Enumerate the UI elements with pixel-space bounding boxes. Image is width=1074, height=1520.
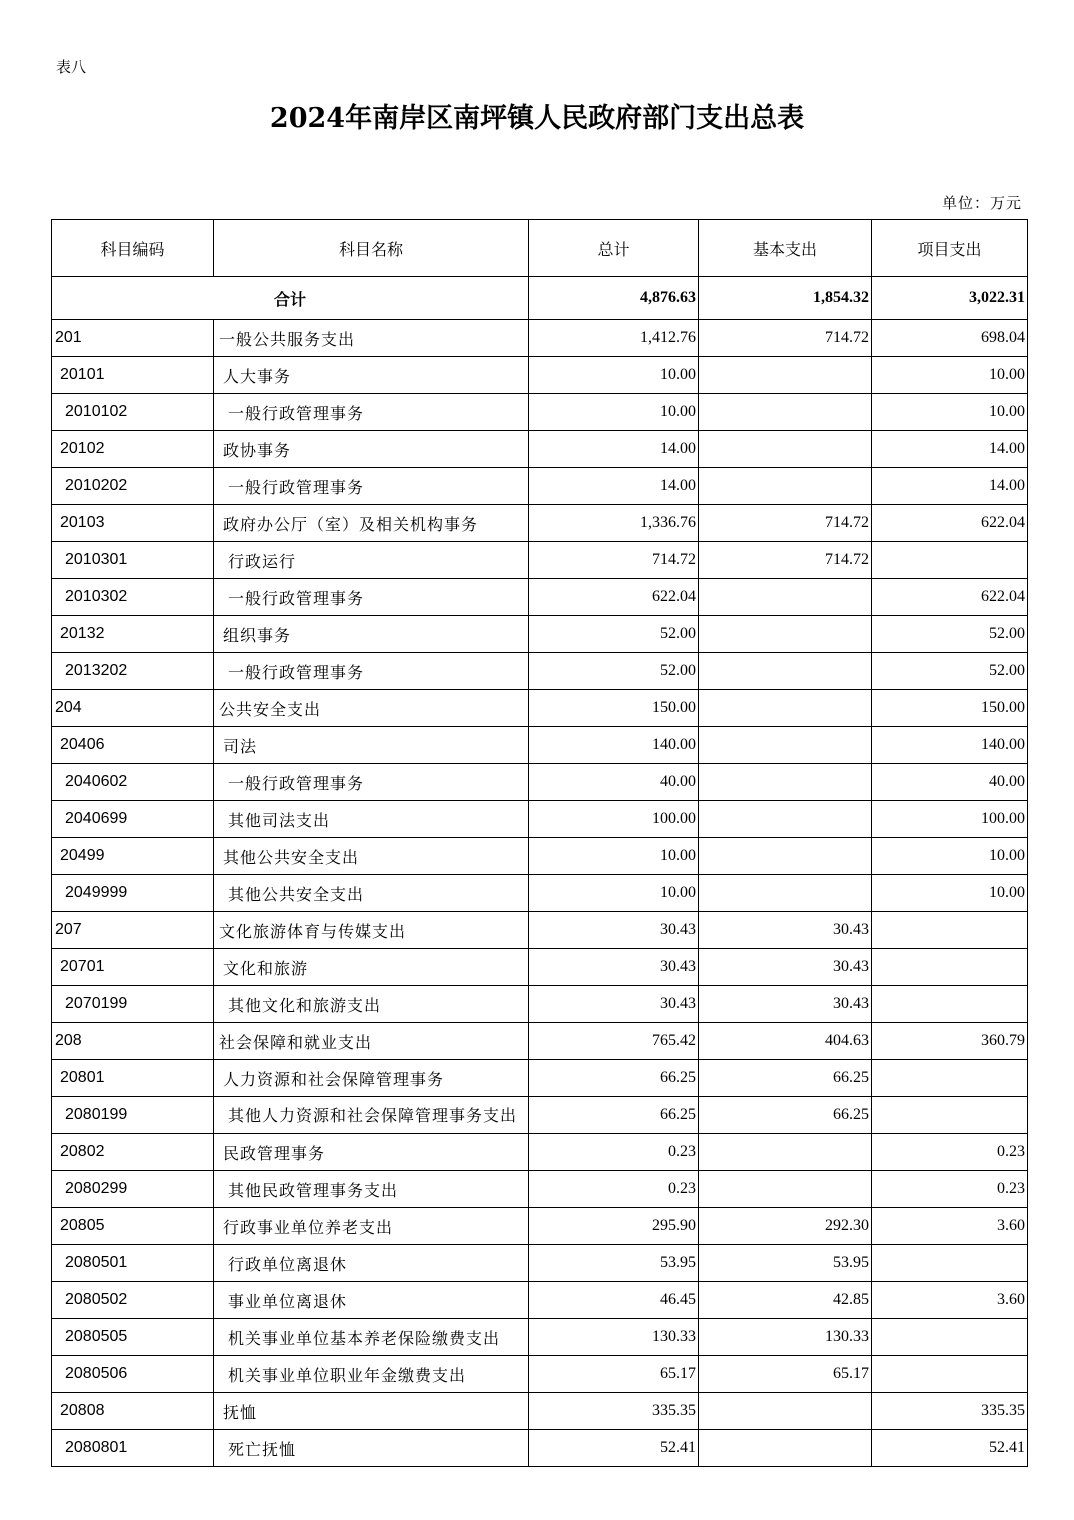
cell-total: 1,336.76 <box>529 505 699 542</box>
cell-basic <box>699 690 872 727</box>
cell-project: 10.00 <box>872 875 1028 912</box>
cell-basic <box>699 727 872 764</box>
cell-project: 622.04 <box>872 579 1028 616</box>
unit-label: 单位：万元 <box>941 194 1022 212</box>
cell-code: 2010302 <box>52 579 214 616</box>
cell-name: 社会保障和就业支出 <box>214 1023 529 1060</box>
cell-name: 文化和旅游 <box>214 949 529 986</box>
cell-basic <box>699 875 872 912</box>
cell-project: 14.00 <box>872 431 1028 468</box>
cell-project: 40.00 <box>872 764 1028 801</box>
table-row <box>52 912 1028 949</box>
cell-code: 20132 <box>52 616 214 653</box>
cell-total: 10.00 <box>529 357 699 394</box>
cell-code: 20102 <box>52 431 214 468</box>
header-basic: 基本支出 <box>699 220 872 277</box>
cell-basic: 30.43 <box>699 912 872 949</box>
cell-name: 其他公共安全支出 <box>214 838 529 875</box>
cell-total: 14.00 <box>529 468 699 505</box>
cell-basic <box>699 1171 872 1208</box>
cell-total: 622.04 <box>529 579 699 616</box>
cell-project <box>872 1060 1028 1097</box>
table-row <box>52 1393 1028 1430</box>
cell-total: 14.00 <box>529 431 699 468</box>
cell-code: 2010301 <box>52 542 214 579</box>
cell-name: 人力资源和社会保障管理事务 <box>214 1060 529 1097</box>
cell-basic: 66.25 <box>699 1060 872 1097</box>
cell-total: 10.00 <box>529 838 699 875</box>
cell-code: 2080506 <box>52 1356 214 1393</box>
cell-name: 行政运行 <box>214 542 529 579</box>
table-row <box>52 542 1028 579</box>
cell-code: 208 <box>52 1023 214 1060</box>
table-row <box>52 690 1028 727</box>
cell-basic <box>699 801 872 838</box>
cell-total: 10.00 <box>529 875 699 912</box>
cell-project: 335.35 <box>872 1393 1028 1430</box>
table-row <box>52 616 1028 653</box>
cell-code: 20406 <box>52 727 214 764</box>
cell-code: 20808 <box>52 1393 214 1430</box>
cell-name: 公共安全支出 <box>214 690 529 727</box>
page-title: 2024年南岸区南坪镇人民政府部门支出总表 <box>269 103 805 134</box>
cell-total: 765.42 <box>529 1023 699 1060</box>
cell-project <box>872 949 1028 986</box>
cell-code: 207 <box>52 912 214 949</box>
header-code: 科目编码 <box>52 220 214 277</box>
cell-code: 20805 <box>52 1208 214 1245</box>
cell-name: 机关事业单位基本养老保险缴费支出 <box>214 1319 529 1356</box>
cell-name: 其他人力资源和社会保障管理事务支出 <box>214 1097 529 1134</box>
cell-basic <box>699 579 872 616</box>
cell-code: 2080299 <box>52 1171 214 1208</box>
total-basic: 1,854.32 <box>699 277 872 320</box>
cell-total: 100.00 <box>529 801 699 838</box>
header-row <box>52 220 1028 277</box>
table-row <box>52 875 1028 912</box>
table-row <box>52 468 1028 505</box>
cell-basic: 30.43 <box>699 949 872 986</box>
cell-name: 事业单位离退休 <box>214 1282 529 1319</box>
cell-name: 行政单位离退休 <box>214 1245 529 1282</box>
cell-total: 30.43 <box>529 986 699 1023</box>
cell-name: 其他司法支出 <box>214 801 529 838</box>
cell-basic <box>699 1393 872 1430</box>
cell-code: 20701 <box>52 949 214 986</box>
table-row <box>52 394 1028 431</box>
cell-project: 52.00 <box>872 616 1028 653</box>
cell-name: 机关事业单位职业年金缴费支出 <box>214 1356 529 1393</box>
header-name: 科目名称 <box>214 220 529 277</box>
cell-code: 204 <box>52 690 214 727</box>
cell-name: 一般行政管理事务 <box>214 394 529 431</box>
cell-project: 140.00 <box>872 727 1028 764</box>
cell-basic: 65.17 <box>699 1356 872 1393</box>
cell-total: 130.33 <box>529 1319 699 1356</box>
cell-total: 295.90 <box>529 1208 699 1245</box>
cell-code: 201 <box>52 320 214 357</box>
cell-project: 0.23 <box>872 1171 1028 1208</box>
cell-project: 10.00 <box>872 394 1028 431</box>
cell-name: 政协事务 <box>214 431 529 468</box>
cell-code: 20499 <box>52 838 214 875</box>
cell-total: 30.43 <box>529 912 699 949</box>
cell-project: 52.00 <box>872 653 1028 690</box>
cell-code: 2040699 <box>52 801 214 838</box>
expenditure-table <box>51 219 1028 1467</box>
cell-name: 民政管理事务 <box>214 1134 529 1171</box>
cell-basic <box>699 431 872 468</box>
cell-name: 死亡抚恤 <box>214 1430 529 1467</box>
cell-project <box>872 1097 1028 1134</box>
cell-project: 360.79 <box>872 1023 1028 1060</box>
cell-total: 335.35 <box>529 1393 699 1430</box>
cell-total: 10.00 <box>529 394 699 431</box>
cell-code: 2010102 <box>52 394 214 431</box>
cell-name: 一般行政管理事务 <box>214 653 529 690</box>
cell-basic: 30.43 <box>699 986 872 1023</box>
cell-basic <box>699 1134 872 1171</box>
cell-name: 一般行政管理事务 <box>214 764 529 801</box>
cell-code: 20802 <box>52 1134 214 1171</box>
cell-name: 人大事务 <box>214 357 529 394</box>
cell-name: 一般行政管理事务 <box>214 468 529 505</box>
table-row <box>52 1245 1028 1282</box>
cell-project: 100.00 <box>872 801 1028 838</box>
table-row <box>52 505 1028 542</box>
cell-basic: 130.33 <box>699 1319 872 1356</box>
table-row <box>52 1208 1028 1245</box>
cell-total: 714.72 <box>529 542 699 579</box>
table-row <box>52 653 1028 690</box>
cell-code: 2010202 <box>52 468 214 505</box>
table-row <box>52 1023 1028 1060</box>
cell-basic: 53.95 <box>699 1245 872 1282</box>
header-project: 项目支出 <box>872 220 1028 277</box>
cell-total: 0.23 <box>529 1134 699 1171</box>
cell-code: 20101 <box>52 357 214 394</box>
table-row <box>52 357 1028 394</box>
cell-project <box>872 1245 1028 1282</box>
cell-total: 53.95 <box>529 1245 699 1282</box>
cell-code: 2080505 <box>52 1319 214 1356</box>
table-row <box>52 801 1028 838</box>
table-row <box>52 1097 1028 1134</box>
cell-name: 一般公共服务支出 <box>214 320 529 357</box>
cell-total: 1,412.76 <box>529 320 699 357</box>
cell-project: 10.00 <box>872 357 1028 394</box>
cell-total: 52.41 <box>529 1430 699 1467</box>
cell-basic: 66.25 <box>699 1097 872 1134</box>
cell-project: 10.00 <box>872 838 1028 875</box>
cell-name: 行政事业单位养老支出 <box>214 1208 529 1245</box>
header-total: 总计 <box>529 220 699 277</box>
total-sum: 4,876.63 <box>529 277 699 320</box>
cell-name: 其他文化和旅游支出 <box>214 986 529 1023</box>
cell-name: 政府办公厅（室）及相关机构事务 <box>214 505 529 542</box>
cell-project: 0.23 <box>872 1134 1028 1171</box>
table-row <box>52 764 1028 801</box>
cell-total: 150.00 <box>529 690 699 727</box>
table-row <box>52 1134 1028 1171</box>
cell-total: 0.23 <box>529 1171 699 1208</box>
cell-total: 52.00 <box>529 653 699 690</box>
cell-code: 20801 <box>52 1060 214 1097</box>
cell-name: 文化旅游体育与传媒支出 <box>214 912 529 949</box>
cell-project <box>872 1356 1028 1393</box>
table-row <box>52 1171 1028 1208</box>
cell-basic <box>699 468 872 505</box>
cell-total: 30.43 <box>529 949 699 986</box>
cell-project: 622.04 <box>872 505 1028 542</box>
cell-name: 司法 <box>214 727 529 764</box>
cell-project: 3.60 <box>872 1208 1028 1245</box>
cell-basic <box>699 764 872 801</box>
cell-basic <box>699 653 872 690</box>
cell-basic: 42.85 <box>699 1282 872 1319</box>
cell-basic: 714.72 <box>699 505 872 542</box>
cell-project <box>872 542 1028 579</box>
cell-total: 66.25 <box>529 1097 699 1134</box>
cell-project: 52.41 <box>872 1430 1028 1467</box>
cell-total: 140.00 <box>529 727 699 764</box>
cell-project: 14.00 <box>872 468 1028 505</box>
total-label: 合计 <box>52 277 529 320</box>
cell-project: 3.60 <box>872 1282 1028 1319</box>
cell-basic: 404.63 <box>699 1023 872 1060</box>
table-row <box>52 838 1028 875</box>
cell-total: 66.25 <box>529 1060 699 1097</box>
cell-code: 2080199 <box>52 1097 214 1134</box>
cell-basic <box>699 394 872 431</box>
cell-name: 抚恤 <box>214 1393 529 1430</box>
cell-name: 组织事务 <box>214 616 529 653</box>
cell-code: 20103 <box>52 505 214 542</box>
cell-total: 52.00 <box>529 616 699 653</box>
table-row <box>52 727 1028 764</box>
cell-name: 其他公共安全支出 <box>214 875 529 912</box>
table-row <box>52 431 1028 468</box>
cell-code: 2040602 <box>52 764 214 801</box>
cell-basic <box>699 616 872 653</box>
cell-code: 2049999 <box>52 875 214 912</box>
cell-basic: 714.72 <box>699 542 872 579</box>
cell-basic <box>699 838 872 875</box>
table-row <box>52 986 1028 1023</box>
table-row <box>52 320 1028 357</box>
table-row <box>52 1356 1028 1393</box>
total-row <box>52 277 1028 320</box>
cell-project <box>872 986 1028 1023</box>
cell-basic <box>699 357 872 394</box>
table-row <box>52 579 1028 616</box>
cell-project: 150.00 <box>872 690 1028 727</box>
cell-code: 2070199 <box>52 986 214 1023</box>
cell-code: 2080801 <box>52 1430 214 1467</box>
cell-code: 2080502 <box>52 1282 214 1319</box>
cell-project <box>872 1319 1028 1356</box>
total-project: 3,022.31 <box>872 277 1028 320</box>
cell-project <box>872 912 1028 949</box>
cell-total: 46.45 <box>529 1282 699 1319</box>
cell-basic: 714.72 <box>699 320 872 357</box>
cell-total: 65.17 <box>529 1356 699 1393</box>
cell-code: 2080501 <box>52 1245 214 1282</box>
sheet-label: 表八 <box>56 58 87 76</box>
table-row <box>52 949 1028 986</box>
cell-project: 698.04 <box>872 320 1028 357</box>
cell-code: 2013202 <box>52 653 214 690</box>
cell-basic: 292.30 <box>699 1208 872 1245</box>
cell-basic <box>699 1430 872 1467</box>
table-row <box>52 1319 1028 1356</box>
cell-name: 一般行政管理事务 <box>214 579 529 616</box>
table-row <box>52 1282 1028 1319</box>
cell-total: 40.00 <box>529 764 699 801</box>
table-row <box>52 1060 1028 1097</box>
table-row <box>52 1430 1028 1467</box>
cell-name: 其他民政管理事务支出 <box>214 1171 529 1208</box>
